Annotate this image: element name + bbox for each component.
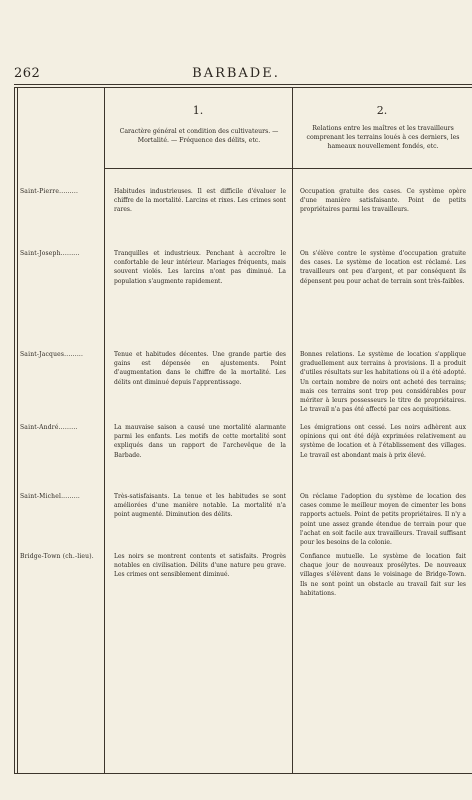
column-2-number: 2. bbox=[376, 104, 388, 117]
row-1-col-2: Occupation gratuite des cases. Ce système opère d'une manière satisfaisante. Point de petits propriétaires parmi les travailleurs. bbox=[300, 188, 466, 214]
column-divider-2 bbox=[292, 88, 293, 773]
row-label-saint-jacques: Saint-Jacques......... bbox=[20, 351, 84, 358]
row-1-col-1: Habitudes industrieuses. Il est difficile d'évaluer le chiffre de la mortalité. Larcins et rixes. Les crimes sont rares. bbox=[114, 188, 286, 214]
column-divider-1 bbox=[104, 88, 105, 773]
row-3-col-2: Bonnes relations. Le système de location s'applique graduellement aux terrains à provisions. Il a produit d'utiles résultats sur les habitations où il a été adopté. Un certain nombre de noirs ont acheté des terrains; mais ces terrains sont trop peu considérables pour mériter à leurs possesseurs le titre de propriétaires. Le travail n'a pas été affecté par ces acquisitions. bbox=[300, 351, 466, 414]
column-2-heading: Relations entre les maîtres et les travailleurs comprenant les terrains loués à ces derniers, les hameaux nouvellement fondés, etc. bbox=[306, 125, 460, 150]
row-label-saint-joseph: Saint-Joseph......... bbox=[20, 250, 80, 257]
row-label-bridge-town: Bridge-Town (ch.-lieu). bbox=[20, 553, 94, 560]
page-number: 262 bbox=[14, 66, 41, 81]
column-1-number: 1. bbox=[192, 104, 204, 117]
row-6-col-1: Les noirs se montrent contents et satisfaits. Progrès notables en civilisation. Délits d'une nature peu grave. Les crimes ont sensiblement diminué. bbox=[114, 553, 286, 579]
row-4-col-2: Les émigrations ont cessé. Les noirs adhèrent aux opinions qui ont été déjà exprimées relativement au système de location et à l'établissement des villages. Le travail est abondant mais à prix élevé. bbox=[300, 424, 466, 459]
column-1-heading: Caractère général et condition des cultivateurs. — Mortalité. — Fréquence des délits, etc. bbox=[119, 128, 279, 144]
row-label-saint-andre: Saint-André......... bbox=[20, 424, 78, 431]
row-3-col-1: Tenue et habitudes décentes. Une grande partie des gains est dépensée en ajustements. Point d'augmentation dans le chiffre de la mortalité. Les délits ont diminué depuis l'apprentissage. bbox=[114, 351, 286, 386]
top-rule bbox=[14, 84, 472, 85]
top-rule-double bbox=[14, 87, 472, 88]
table-left-border-inner bbox=[17, 88, 18, 773]
table-left-border bbox=[14, 88, 15, 773]
header-rule bbox=[104, 168, 472, 169]
bottom-rule bbox=[14, 773, 472, 774]
row-2-col-1: Tranquilles et industrieux. Penchant à accroître le confortable de leur intérieur. Mariages fréquents, mais souvent violés. Les larcins n'ont pas diminué. La population s'augmente rapidement. bbox=[114, 250, 286, 285]
row-label-saint-pierre: Saint-Pierre......... bbox=[20, 188, 79, 195]
row-4-col-1: La mauvaise saison a causé une mortalité alarmante parmi les enfants. Les motifs de cette mortalité sont expliqués dans un rapport de l'archevêque de la Barbade. bbox=[114, 424, 286, 459]
row-6-col-2: Confiance mutuelle. Le système de location fait chaque jour de nouveaux prosélytes. De nouveaux villages s'élèvent dans le voisinage de Bridge-Town. Ils ne sont point un obstacle au travail fait sur les habitations. bbox=[300, 553, 466, 597]
row-5-col-1: Très-satisfaisants. La tenue et les habitudes se sont améliorées d'une manière notable. La mortalité n'a point augmenté. Diminution des délits. bbox=[114, 493, 286, 519]
running-head: BARBADE. bbox=[192, 66, 280, 81]
row-2-col-2: On s'élève contre le système d'occupation gratuite des cases. Le système de location est réclamé. Les travailleurs ont peu d'argent, et par conséquent ils dépensent peu pour achat de terrain sont très-faibles. bbox=[300, 250, 466, 285]
row-5-col-2: On réclame l'adoption du système de location des cases comme le meilleur moyen de cimenter les bons rapports actuels. Point de petits propriétaires. Il n'y a point une assez grande étendue de terrain pour que l'achat en soit facile aux travailleurs. Travail suffisant pour les besoins de la colonie. bbox=[300, 493, 466, 547]
row-label-saint-michel: Saint-Michel......... bbox=[20, 493, 81, 500]
